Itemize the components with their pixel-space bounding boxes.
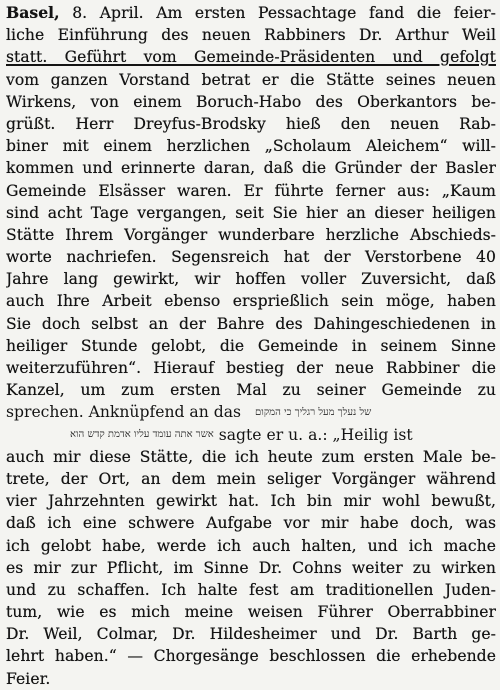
article-line: biner mit einem herzlichen „Scholaum Aleichem“ will- [6, 137, 496, 156]
hebrew-quote-line-2: אשר אתה עומד עליו אדמת קדש הוא [70, 429, 214, 441]
article-line: grüßt. Herr Dreyfus-Brodsky hieß den neuen Rab- [6, 114, 496, 133]
article-line: vier Jahrzehnten gewirkt hat. Ich bin mir wohl bewußt, [6, 492, 496, 511]
article-line: Wirkens, von einem Boruch-Habo des Oberkantors be- [6, 92, 496, 111]
article-line: Feier. [6, 669, 51, 688]
article-line-text: Am ersten Pessachtage fand die feier- [143, 4, 496, 22]
article-line: liche Einführung des neuen Rabbiners Dr. Arthur Weil [6, 26, 496, 45]
hebrew-quote-line-1: של נעלך מעל רגליך כי המקום [255, 407, 372, 419]
article-line: trete, der Ort, an dem mein seliger Vorgänger während [6, 469, 496, 488]
article-line: tum, wie es mich meine weisen Führer Oberrabbiner [6, 603, 496, 622]
article-line: es mir zur Pflicht, im Sinne Dr. Cohns weiter zu wirken [6, 558, 496, 577]
article-line: Jahre lang gewirkt, wir hoffen voller Zuversicht, daß [6, 270, 496, 289]
article-line: auch mir diese Stätte, die ich heute zum ersten Male be- [6, 447, 496, 466]
article-line: Dr. Weil, Colmar, Dr. Hildesheimer und Dr. Barth ge- [6, 625, 496, 644]
article-line: sind acht Tage vergangen, seit Sie hier an dieser heiligen [6, 203, 496, 222]
article-line: daß ich eine schwere Aufgabe vor mir habe doch, was [6, 514, 496, 533]
article-line: und zu schaffen. Ich halte fest am traditionellen Juden- [6, 580, 496, 599]
article-line: ich gelobt habe, werde ich auch halten, und ich mache [6, 536, 496, 555]
article-line-hebrew-1 [6, 401, 496, 423]
article-line: vom ganzen Vorstand betrat er die Stätte seines neuen [6, 70, 496, 89]
article-line: heiliger Stunde gelobt, die Gemeinde in seinem Sinne [6, 336, 496, 355]
dateline-date: 8. April. [72, 4, 144, 22]
article-line-text: sprechen. Anknüpfend an das [6, 403, 242, 422]
article-line: Stätte Ihrem Vorgänger wunderbare herzliche Abschieds- [6, 225, 496, 244]
article-line: auch Ihre Arbeit ebenso ersprießlich sein möge, haben [6, 292, 496, 311]
article-line: Sie doch selbst an der Bahre des Dahingeschiedenen in [6, 314, 496, 333]
dateline-city: Basel, [6, 3, 60, 22]
article-line: statt. Geführt vom Gemeinde-Präsidenten und gefolgt [6, 48, 496, 67]
article-line: Gemeinde Elsässer waren. Er führte ferner aus: „Kaum [6, 181, 496, 200]
article-line: weiterzuführen“. Hierauf bestieg der neue Rabbiner die [6, 359, 496, 377]
article-line-hebrew-2 [6, 424, 496, 446]
article-line: worte nachriefen. Segensreich hat der Verstorbene 40 [6, 248, 496, 267]
article-line-text: sagte er u. a.: „Heilig ist [213, 425, 413, 444]
article-line: Kanzel, um zum ersten Mal zu seiner Gemeinde zu [6, 381, 496, 400]
article-line: kommen und erinnerte daran, daß die Gründer der Basler [6, 159, 496, 178]
article-line [6, 2, 496, 24]
article-line: lehrt haben.“ — Chorgesänge beschlossen die erhebende [6, 647, 496, 666]
